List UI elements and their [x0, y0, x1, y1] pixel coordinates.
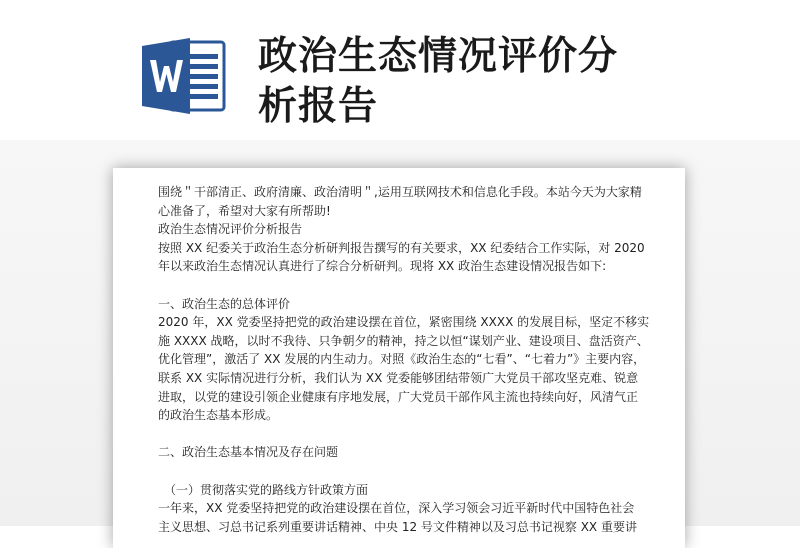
document-body: [158, 183, 650, 536]
section-heading: 二、政治生态基本情况及存在问题: [158, 445, 339, 460]
doc-line: 按照 XX 纪委关于政治生态分析研判报告撰写的有关要求，XX 纪委结合工作实际，对 2020: [158, 240, 645, 255]
doc-line: 年以来政治生态情况认真进行了综合分析研判。现将 XX 政治生态建设情况报告如下:: [158, 259, 607, 274]
subsection-heading: （一）贯彻落实党的路线方针政策方面: [164, 482, 369, 497]
doc-line: 进取，以党的建设引领企业健康有序地发展，广大党员干部作风主流也持续向好，风清气正: [158, 389, 639, 404]
page-title: [258, 32, 678, 132]
header-banner: [0, 0, 800, 160]
section-heading: 一、政治生态的总体评价: [158, 296, 291, 311]
doc-line: 心准备了，希望对大家有所帮助!: [158, 203, 331, 218]
doc-blank-line: [158, 276, 650, 295]
doc-line: 2020 年，XX 党委坚持把党的政治建设摆在首位，紧密围绕 XXXX 的发展目标，坚定不移实: [158, 315, 650, 330]
doc-blank-line: [158, 462, 650, 481]
doc-line: 优化管理”，激活了 XX 发展的内生动力。对照《政治生态的“七看”、“七着力”》主要内容，: [158, 352, 646, 367]
doc-line: 的政治生态基本形成。: [158, 408, 279, 423]
doc-line: 主义思想、习总书记系列重要讲话精神、中央 12 号文件精神以及习总书记视察 XX 重要讲: [158, 519, 637, 534]
doc-line: 联系 XX 实际情况进行分析，我们认为 XX 党委能够团结带领广大党员干部攻坚克难、锐意: [158, 370, 639, 385]
document-page: [113, 168, 685, 548]
doc-line: 施 XXXX 战略，以时不我待、只争朝夕的精神，持之以恒“谋划产业、建设项目、盘活资产、: [158, 333, 649, 348]
doc-blank-line: [158, 425, 650, 444]
doc-line: 一年来，XX 党委坚持把党的政治建设摆在首位，深入学习领会习近平新时代中国特色社会: [158, 501, 635, 516]
doc-line: 政治生态情况评价分析报告: [158, 222, 303, 237]
title-line-1: 政治生态情况评价分: [258, 34, 619, 79]
doc-line: 围绕＂干部清正、政府清廉、政治清明＂,运用互联网技术和信息化手段。本站今天为大家精: [158, 185, 642, 199]
word-icon: [140, 36, 230, 116]
title-line-2: 析报告: [258, 84, 379, 129]
